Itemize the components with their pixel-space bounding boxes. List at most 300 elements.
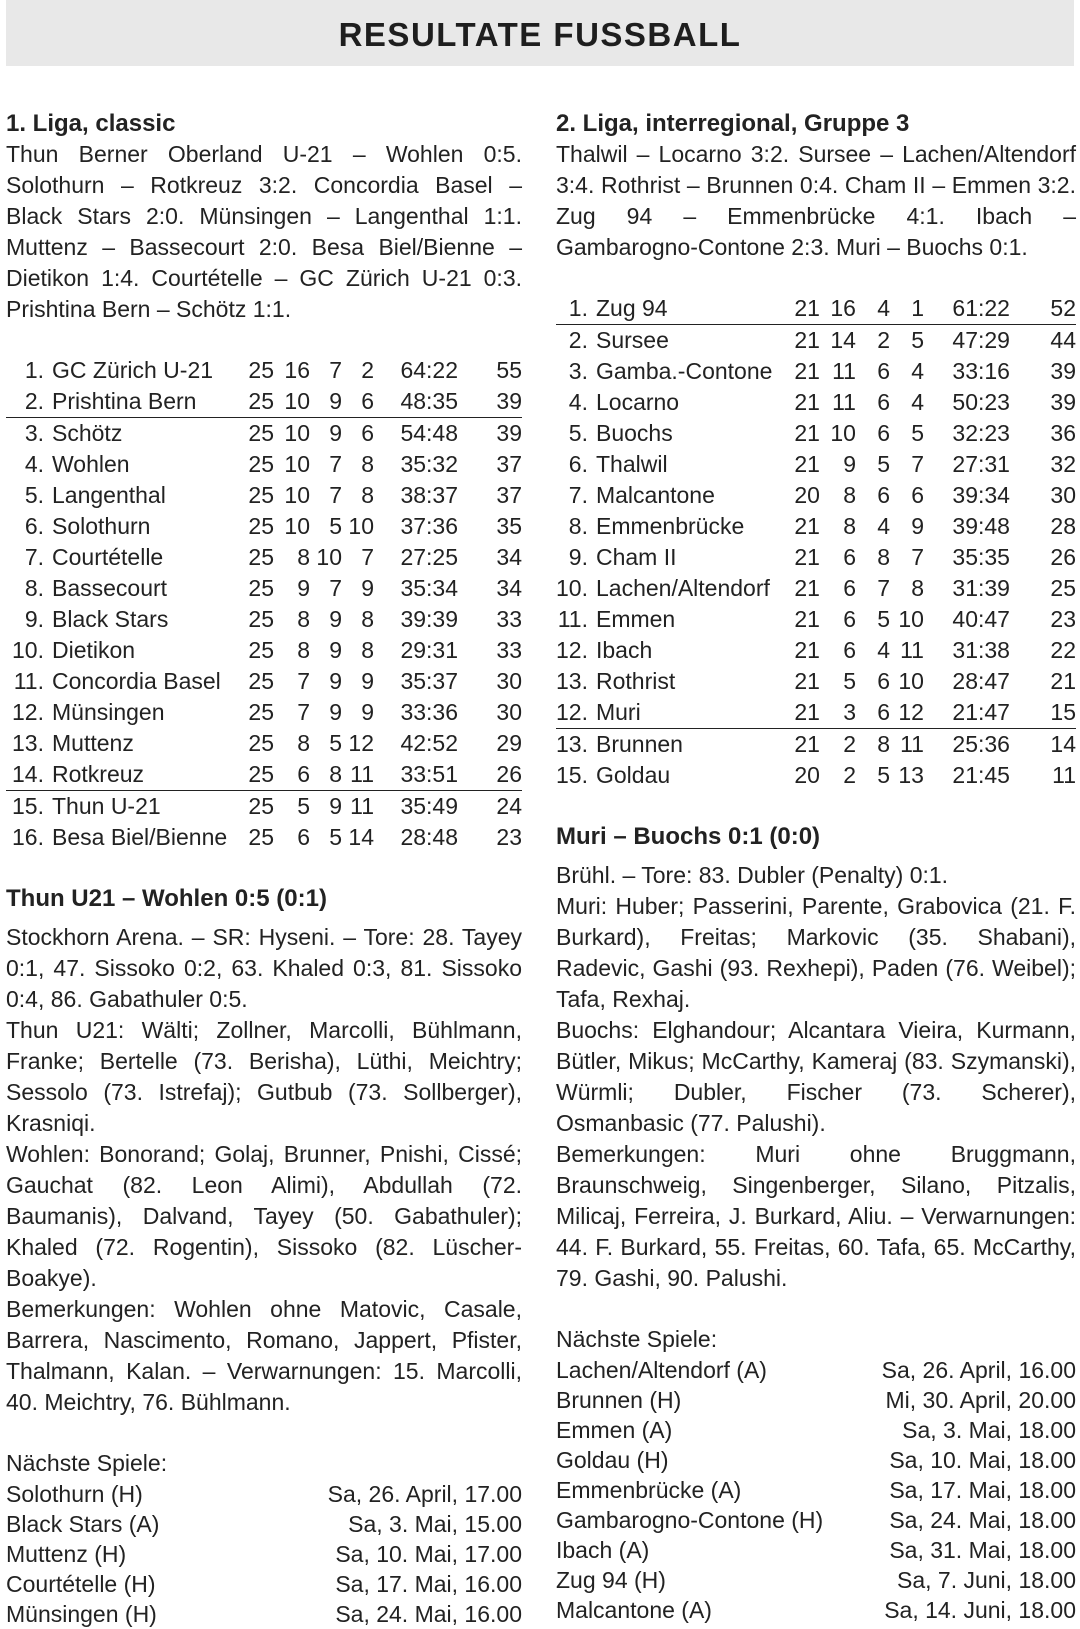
fixture-date: Sa, 3. Mai, 18.00 bbox=[902, 1417, 1076, 1443]
match-thun-wohlen-report bbox=[6, 922, 522, 1418]
fixture-date: Sa, 17. Mai, 18.00 bbox=[889, 1477, 1076, 1503]
goals-cell: 27:31 bbox=[952, 451, 1010, 477]
rank-cell: 5. bbox=[568, 420, 588, 446]
team-cell: Thalwil bbox=[595, 451, 668, 477]
draws-cell: 8 bbox=[877, 544, 890, 570]
table-row bbox=[6, 697, 522, 728]
rank-cell: 9. bbox=[24, 606, 44, 632]
wins-cell: 10 bbox=[284, 451, 310, 477]
fixture-date: Mi, 30. April, 20.00 bbox=[885, 1387, 1076, 1413]
goals-cell: 28:47 bbox=[952, 668, 1010, 694]
rank-cell: 10. bbox=[556, 575, 588, 601]
played-cell: 21 bbox=[794, 420, 820, 446]
played-cell: 25 bbox=[248, 824, 274, 850]
fixture-row bbox=[556, 1445, 1076, 1475]
fixture-team: Gambarogno-Contone (H) bbox=[556, 1507, 824, 1533]
table-row bbox=[6, 542, 522, 573]
draws-cell: 9 bbox=[329, 637, 342, 663]
wins-cell: 9 bbox=[843, 451, 856, 477]
losses-cell: 14 bbox=[348, 824, 374, 850]
points-cell: 30 bbox=[1050, 482, 1076, 508]
draws-cell: 7 bbox=[877, 575, 890, 601]
losses-cell: 11 bbox=[900, 731, 924, 757]
table-row bbox=[556, 356, 1076, 387]
draws-cell: 4 bbox=[856, 293, 890, 325]
draws-cell: 9 bbox=[329, 668, 342, 694]
played-cell: 21 bbox=[784, 293, 820, 325]
goals-cell: 35:34 bbox=[400, 575, 458, 601]
points-cell: 44 bbox=[1050, 327, 1076, 353]
fixture-row bbox=[556, 1505, 1076, 1535]
rank-cell: 7. bbox=[568, 482, 588, 508]
team-cell: Zug 94 bbox=[596, 293, 784, 325]
report-paragraph: Buochs: Elghandour; Alcantara Vieira, Kurmann, Bütler, Mikus; McCarthy, Kameraj (83. Szymanski), Würmli; Dubler, Fischer (73. Scherer), Osmanbasic (77. Palushi). bbox=[556, 1017, 1076, 1136]
table-row bbox=[556, 511, 1076, 542]
losses-cell: 5 bbox=[911, 420, 924, 446]
losses-cell: 9 bbox=[361, 575, 374, 601]
fixture-team: Zug 94 (H) bbox=[556, 1567, 666, 1593]
goals-cell: 35:49 bbox=[400, 793, 458, 819]
played-cell: 21 bbox=[794, 358, 820, 384]
right-column bbox=[556, 108, 1076, 1625]
team-cell: Thun U-21 bbox=[52, 793, 161, 819]
goals-cell: 39:34 bbox=[952, 482, 1010, 508]
goals-cell: 35:37 bbox=[400, 668, 458, 694]
fixture-row bbox=[6, 1539, 522, 1569]
fixture-date: Sa, 24. Mai, 16.00 bbox=[335, 1601, 522, 1627]
played-cell: 21 bbox=[794, 637, 820, 663]
liga2-standings-table bbox=[556, 293, 1076, 791]
points-cell: 52 bbox=[1010, 293, 1076, 325]
wins-cell: 2 bbox=[843, 762, 856, 788]
losses-cell: 8 bbox=[361, 637, 374, 663]
team-cell: Prishtina Bern bbox=[52, 386, 238, 418]
points-cell: 28 bbox=[1050, 513, 1076, 539]
points-cell: 15 bbox=[1010, 697, 1076, 729]
fixture-row bbox=[556, 1565, 1076, 1595]
table-row bbox=[556, 666, 1076, 697]
goals-cell: 38:37 bbox=[400, 482, 458, 508]
draws-cell: 6 bbox=[856, 697, 890, 729]
draws-cell: 5 bbox=[329, 824, 342, 850]
table-row bbox=[556, 573, 1076, 604]
rank-cell: 10. bbox=[12, 637, 44, 663]
rank-cell: 1. bbox=[24, 357, 44, 383]
wins-cell: 8 bbox=[843, 513, 856, 539]
page-title: RESULTATE FUSSBALL bbox=[338, 16, 742, 53]
losses-cell: 4 bbox=[911, 358, 924, 384]
points-cell: 30 bbox=[496, 699, 522, 725]
fixture-row bbox=[556, 1475, 1076, 1505]
fixture-team: Goldau (H) bbox=[556, 1447, 669, 1473]
fixture-team: Emmenbrücke (A) bbox=[556, 1477, 742, 1503]
points-cell: 39 bbox=[496, 420, 522, 446]
goals-cell: 37:36 bbox=[400, 513, 458, 539]
draws-cell: 5 bbox=[877, 451, 890, 477]
points-cell: 23 bbox=[1050, 606, 1076, 632]
wins-cell: 8 bbox=[297, 730, 310, 756]
wins-cell: 5 bbox=[843, 668, 856, 694]
losses-cell: 7 bbox=[361, 544, 374, 570]
wins-cell: 16 bbox=[284, 357, 310, 383]
match-muri-buochs-heading: Muri – Buochs 0:1 (0:0) bbox=[556, 823, 821, 850]
losses-cell: 6 bbox=[361, 420, 374, 446]
team-cell: Black Stars bbox=[52, 606, 169, 632]
draws-cell: 9 bbox=[329, 699, 342, 725]
fixture-team: Lachen/Altendorf (A) bbox=[556, 1357, 767, 1383]
played-cell: 25 bbox=[248, 730, 274, 756]
rank-cell: 12. bbox=[12, 699, 44, 725]
played-cell: 21 bbox=[794, 327, 820, 353]
goals-cell: 42:52 bbox=[400, 730, 458, 756]
wins-cell: 6 bbox=[297, 824, 310, 850]
fixture-row bbox=[6, 1479, 522, 1509]
wins-cell: 10 bbox=[274, 386, 310, 418]
goals-cell: 21:45 bbox=[952, 762, 1010, 788]
fixture-date: Sa, 7. Juni, 18.00 bbox=[896, 1567, 1076, 1593]
team-cell: Muttenz bbox=[52, 730, 134, 756]
losses-cell: 9 bbox=[361, 699, 374, 725]
report-paragraph: Brühl. – Tore: 83. Dubler (Penalty) 0:1. bbox=[556, 862, 949, 888]
team-cell: Emmen bbox=[595, 606, 676, 632]
fixture-team: Courtételle (H) bbox=[6, 1571, 156, 1597]
played-cell: 25 bbox=[248, 793, 274, 819]
goals-cell: 39:39 bbox=[400, 606, 458, 632]
table-row bbox=[556, 697, 1076, 729]
draws-cell: 6 bbox=[877, 668, 890, 694]
fixture-team: Black Stars (A) bbox=[6, 1511, 160, 1537]
played-cell: 21 bbox=[794, 606, 820, 632]
match-muri-buochs-report bbox=[556, 860, 1076, 1294]
rank-cell: 13. bbox=[12, 730, 44, 756]
match-thun-wohlen-heading: Thun U21 – Wohlen 0:5 (0:1) bbox=[6, 885, 327, 912]
wins-cell: 10 bbox=[284, 513, 310, 539]
table-row bbox=[556, 542, 1076, 573]
losses-cell: 6 bbox=[342, 386, 374, 418]
team-cell: Wohlen bbox=[52, 451, 130, 477]
table-row bbox=[6, 791, 522, 823]
draws-cell: 9 bbox=[310, 386, 342, 418]
goals-cell: 39:48 bbox=[952, 513, 1010, 539]
losses-cell: 11 bbox=[342, 759, 374, 791]
played-cell: 25 bbox=[248, 420, 274, 446]
losses-cell: 5 bbox=[911, 327, 924, 353]
goals-cell: 32:23 bbox=[952, 420, 1010, 446]
fixture-row bbox=[6, 1599, 522, 1629]
wins-cell: 3 bbox=[820, 697, 856, 729]
report-paragraph: Thun U21: Wälti; Zollner, Marcolli, Bühlmann, Franke; Bertelle (73. Berisha), Lüthi, Meichtry; Sessolo (73. Istrefaj); Gutbub (73. Sollberger), Krasniqi. bbox=[6, 1017, 522, 1136]
fixture-team: Solothurn (H) bbox=[6, 1481, 143, 1507]
played-cell: 21 bbox=[794, 513, 820, 539]
team-cell: Locarno bbox=[595, 389, 680, 415]
fixture-team: Emmen (A) bbox=[556, 1417, 673, 1443]
draws-cell: 7 bbox=[329, 451, 342, 477]
goals-cell: 33:51 bbox=[374, 759, 458, 791]
right-next-games-list bbox=[556, 1355, 1076, 1625]
losses-cell: 8 bbox=[361, 451, 374, 477]
team-cell: Bassecourt bbox=[52, 575, 168, 601]
fixture-team: Ibach (A) bbox=[556, 1537, 650, 1563]
page-banner bbox=[6, 0, 1074, 66]
rank-cell: 5. bbox=[24, 482, 44, 508]
team-cell: GC Zürich U-21 bbox=[52, 357, 214, 383]
points-cell: 55 bbox=[496, 357, 522, 383]
points-cell: 32 bbox=[1050, 451, 1076, 477]
points-cell: 22 bbox=[1050, 637, 1076, 663]
report-paragraph: Muri: Huber; Passerini, Parente, Grabovica (21. F. Burkard), Freitas; Markovic (35. Shabani), Radevic, Gashi (93. Rexhepi), Paden (76. Weibel); Tafa, Rexhaj. bbox=[556, 893, 1076, 1012]
rank-cell: 7. bbox=[24, 544, 44, 570]
table-row bbox=[556, 480, 1076, 511]
team-cell: Münsingen bbox=[52, 699, 165, 725]
points-cell: 24 bbox=[496, 793, 522, 819]
fixture-row bbox=[556, 1385, 1076, 1415]
team-cell: Cham II bbox=[595, 544, 677, 570]
team-cell: Dietikon bbox=[52, 637, 136, 663]
wins-cell: 6 bbox=[274, 759, 310, 791]
losses-cell: 12 bbox=[890, 697, 924, 729]
points-cell: 37 bbox=[496, 482, 522, 508]
table-row bbox=[6, 759, 522, 791]
wins-cell: 7 bbox=[297, 699, 310, 725]
fixture-team: Malcantone (A) bbox=[556, 1597, 712, 1623]
goals-cell: 61:22 bbox=[924, 293, 1010, 325]
table-row bbox=[6, 728, 522, 759]
team-cell: Buochs bbox=[595, 420, 673, 446]
team-cell: Rotkreuz bbox=[52, 759, 238, 791]
goals-cell: 29:31 bbox=[400, 637, 458, 663]
left-next-games-list bbox=[6, 1479, 522, 1629]
played-cell: 25 bbox=[248, 575, 274, 601]
wins-cell: 6 bbox=[843, 544, 856, 570]
draws-cell: 9 bbox=[329, 793, 342, 819]
points-cell: 29 bbox=[496, 730, 522, 756]
table-row bbox=[6, 604, 522, 635]
liga1-heading: 1. Liga, classic bbox=[6, 110, 176, 137]
team-cell: Ibach bbox=[595, 637, 653, 663]
played-cell: 20 bbox=[794, 482, 820, 508]
draws-cell: 5 bbox=[877, 606, 890, 632]
draws-cell: 6 bbox=[877, 420, 890, 446]
losses-cell: 11 bbox=[350, 793, 374, 819]
draws-cell: 6 bbox=[877, 358, 890, 384]
losses-cell: 4 bbox=[911, 389, 924, 415]
played-cell: 25 bbox=[248, 637, 274, 663]
wins-cell: 8 bbox=[843, 482, 856, 508]
played-cell: 21 bbox=[794, 731, 820, 757]
left-column bbox=[6, 108, 522, 1629]
losses-cell: 13 bbox=[898, 762, 924, 788]
wins-cell: 10 bbox=[284, 482, 310, 508]
losses-cell: 8 bbox=[361, 482, 374, 508]
points-cell: 33 bbox=[496, 606, 522, 632]
rank-cell: 13. bbox=[556, 731, 588, 757]
team-cell: Emmenbrücke bbox=[595, 513, 745, 539]
wins-cell: 6 bbox=[843, 575, 856, 601]
goals-cell: 35:35 bbox=[952, 544, 1010, 570]
losses-cell: 12 bbox=[348, 730, 374, 756]
table-row bbox=[556, 604, 1076, 635]
wins-cell: 6 bbox=[843, 606, 856, 632]
team-cell: Lachen/Altendorf bbox=[595, 575, 770, 601]
points-cell: 25 bbox=[1050, 575, 1076, 601]
team-cell: Courtételle bbox=[52, 544, 164, 570]
wins-cell: 11 bbox=[832, 358, 856, 384]
goals-cell: 54:48 bbox=[400, 420, 458, 446]
team-cell: Muri bbox=[596, 697, 784, 729]
goals-cell: 21:47 bbox=[924, 697, 1010, 729]
table-row bbox=[6, 573, 522, 604]
fixture-team: Muttenz (H) bbox=[6, 1541, 127, 1567]
team-cell: Rothrist bbox=[595, 668, 676, 694]
rank-cell: 3. bbox=[568, 358, 588, 384]
played-cell: 25 bbox=[248, 544, 274, 570]
table-row bbox=[6, 418, 522, 450]
rank-cell: 4. bbox=[568, 389, 588, 415]
losses-cell: 10 bbox=[898, 668, 924, 694]
table-row bbox=[556, 760, 1076, 791]
rank-cell: 13. bbox=[556, 668, 588, 694]
rank-cell: 15. bbox=[556, 762, 588, 788]
losses-cell: 8 bbox=[361, 606, 374, 632]
losses-cell: 7 bbox=[911, 451, 924, 477]
fixture-date: Sa, 10. Mai, 18.00 bbox=[889, 1447, 1076, 1473]
draws-cell: 9 bbox=[329, 420, 342, 446]
rank-cell: 6. bbox=[568, 451, 588, 477]
fixture-row bbox=[556, 1355, 1076, 1385]
draws-cell: 6 bbox=[877, 389, 890, 415]
wins-cell: 11 bbox=[832, 389, 856, 415]
wins-cell: 8 bbox=[297, 544, 310, 570]
goals-cell: 28:48 bbox=[400, 824, 458, 850]
draws-cell: 5 bbox=[329, 513, 342, 539]
draws-cell: 4 bbox=[877, 637, 890, 663]
table-row bbox=[6, 511, 522, 542]
table-row bbox=[6, 480, 522, 511]
team-cell: Goldau bbox=[595, 762, 671, 788]
table-row bbox=[556, 449, 1076, 480]
fixture-date: Sa, 17. Mai, 16.00 bbox=[335, 1571, 522, 1597]
rank-cell: 8. bbox=[568, 513, 588, 539]
rank-cell: 2. bbox=[568, 327, 588, 353]
table-row bbox=[556, 729, 1076, 761]
rank-cell: 2. bbox=[6, 386, 52, 418]
goals-cell: 40:47 bbox=[952, 606, 1010, 632]
liga1-standings-table bbox=[6, 355, 522, 853]
points-cell: 26 bbox=[458, 759, 522, 791]
losses-cell: 7 bbox=[911, 544, 924, 570]
played-cell: 25 bbox=[248, 482, 274, 508]
fixture-date: Sa, 31. Mai, 18.00 bbox=[889, 1537, 1076, 1563]
fixture-row bbox=[6, 1569, 522, 1599]
draws-cell: 4 bbox=[877, 513, 890, 539]
team-cell: Gamba.-Contone bbox=[595, 358, 773, 384]
team-cell: Malcantone bbox=[595, 482, 715, 508]
played-cell: 25 bbox=[248, 606, 274, 632]
points-cell: 39 bbox=[1050, 389, 1076, 415]
report-paragraph: Bemerkungen: Muri ohne Bruggmann, Braunschweig, Singenberger, Silano, Pitzalis, Milicaj, Ferreira, J. Burkard, Aliu. – Verwarnungen: 44. F. Burkard, 55. Freitas, 60. Tafa, 65. McCarthy, 79. Gashi, 90. Palushi. bbox=[556, 1141, 1076, 1291]
losses-cell: 9 bbox=[911, 513, 924, 539]
played-cell: 25 bbox=[248, 513, 274, 539]
rank-cell: 8. bbox=[24, 575, 44, 601]
team-cell: Solothurn bbox=[52, 513, 151, 539]
played-cell: 21 bbox=[794, 575, 820, 601]
left-next-games-heading: Nächste Spiele: bbox=[6, 1450, 168, 1476]
wins-cell: 10 bbox=[284, 420, 310, 446]
table-row bbox=[6, 666, 522, 697]
rank-cell: 12. bbox=[556, 697, 596, 729]
goals-cell: 33:36 bbox=[400, 699, 458, 725]
goals-cell: 64:22 bbox=[400, 357, 458, 383]
losses-cell: 1 bbox=[890, 293, 924, 325]
fixture-date: Sa, 26. April, 17.00 bbox=[327, 1481, 522, 1507]
played-cell: 25 bbox=[238, 386, 274, 418]
table-row bbox=[6, 386, 522, 418]
points-cell: 30 bbox=[496, 668, 522, 694]
table-row bbox=[556, 387, 1076, 418]
points-cell: 11 bbox=[1052, 762, 1076, 788]
wins-cell: 8 bbox=[297, 606, 310, 632]
losses-cell: 9 bbox=[361, 668, 374, 694]
liga2-heading: 2. Liga, interregional, Gruppe 3 bbox=[556, 110, 910, 137]
wins-cell: 2 bbox=[843, 731, 856, 757]
wins-cell: 14 bbox=[830, 327, 856, 353]
wins-cell: 7 bbox=[297, 668, 310, 694]
team-cell: Sursee bbox=[595, 327, 669, 353]
goals-cell: 27:25 bbox=[400, 544, 458, 570]
table-row bbox=[556, 418, 1076, 449]
points-cell: 14 bbox=[1050, 731, 1076, 757]
fixture-date: Sa, 3. Mai, 15.00 bbox=[348, 1511, 522, 1537]
table-row bbox=[556, 325, 1076, 357]
draws-cell: 10 bbox=[316, 544, 342, 570]
points-cell: 26 bbox=[1050, 544, 1076, 570]
played-cell: 20 bbox=[794, 762, 820, 788]
rank-cell: 11. bbox=[557, 606, 588, 632]
goals-cell: 35:32 bbox=[400, 451, 458, 477]
played-cell: 25 bbox=[248, 699, 274, 725]
losses-cell: 2 bbox=[361, 357, 374, 383]
wins-cell: 5 bbox=[297, 793, 310, 819]
table-row bbox=[6, 449, 522, 480]
rank-cell: 3. bbox=[24, 420, 44, 446]
fixture-team: Münsingen (H) bbox=[6, 1601, 157, 1627]
losses-cell: 11 bbox=[900, 637, 924, 663]
liga1-results: Thun Berner Oberland U-21 – Wohlen 0:5. Solothurn – Rotkreuz 3:2. Concordia Basel – Black Stars 2:0. Münsingen – Langenthal 1:1. Muttenz – Bassecourt 2:0. Besa Biel/Bienne – Dietikon 1:4. Courtételle – GC Zürich U-21 0:3. Prishtina Bern – Schötz 1:1. bbox=[6, 141, 522, 322]
played-cell: 25 bbox=[248, 357, 274, 383]
rank-cell: 1. bbox=[556, 293, 596, 325]
points-cell: 21 bbox=[1050, 668, 1076, 694]
draws-cell: 8 bbox=[310, 759, 342, 791]
fixture-date: Sa, 24. Mai, 18.00 bbox=[889, 1507, 1076, 1533]
points-cell: 34 bbox=[496, 575, 522, 601]
draws-cell: 2 bbox=[877, 327, 890, 353]
table-row bbox=[6, 355, 522, 386]
draws-cell: 7 bbox=[329, 357, 342, 383]
losses-cell: 10 bbox=[348, 513, 374, 539]
rank-cell: 16. bbox=[12, 824, 44, 850]
played-cell: 21 bbox=[794, 389, 820, 415]
table-row bbox=[6, 822, 522, 853]
team-cell: Brunnen bbox=[595, 731, 683, 757]
played-cell: 21 bbox=[794, 668, 820, 694]
points-cell: 35 bbox=[496, 513, 522, 539]
goals-cell: 48:35 bbox=[374, 386, 458, 418]
rank-cell: 15. bbox=[12, 793, 44, 819]
points-cell: 39 bbox=[1050, 358, 1076, 384]
report-paragraph: Stockhorn Arena. – SR: Hyseni. – Tore: 28. Tayey 0:1, 47. Sissoko 0:2, 63. Khaled 0:3, 81. Sissoko 0:4, 86. Gabathuler 0:5. bbox=[6, 924, 522, 1012]
table-row bbox=[6, 635, 522, 666]
fixture-row bbox=[556, 1595, 1076, 1625]
